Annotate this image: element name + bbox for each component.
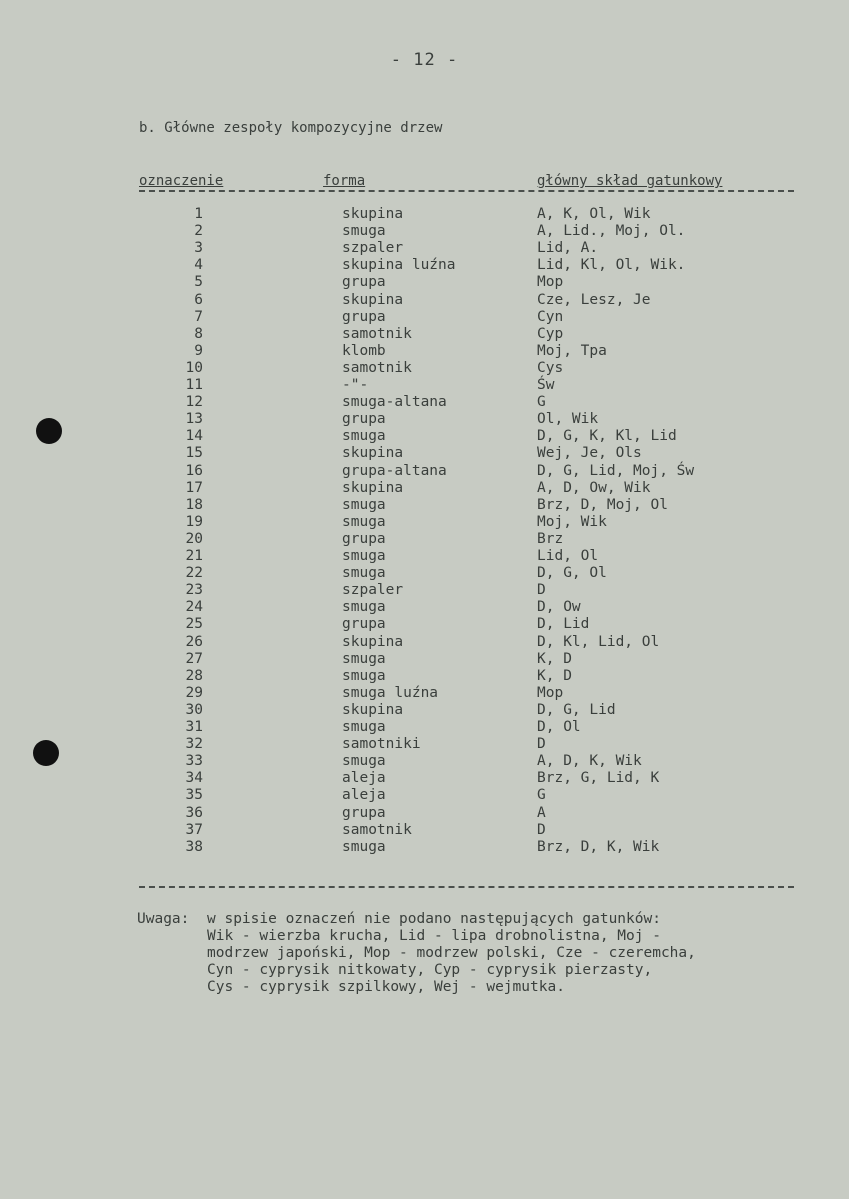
row-forma: samotnik <box>342 325 412 342</box>
row-number: 12 <box>185 394 203 411</box>
row-sklad: A, K, Ol, Wik <box>537 206 651 222</box>
row-number: 21 <box>185 548 203 564</box>
column-header-forma: forma <box>323 173 366 189</box>
row-number: 38 <box>185 838 203 855</box>
row-forma: smuga luźna <box>342 684 439 701</box>
row-sklad: A, Lid., Moj, Ol. <box>537 223 686 240</box>
table-row <box>0 497 849 514</box>
row-sklad: Cze, Lesz, Je <box>537 291 651 308</box>
row-number: 23 <box>185 582 203 599</box>
row-forma: skupina luźna <box>342 257 456 274</box>
table-row <box>0 411 849 428</box>
row-number: 9 <box>194 342 203 359</box>
row-sklad: D <box>537 821 546 838</box>
row-number: 33 <box>185 753 203 770</box>
row-forma: smuga <box>342 548 386 564</box>
row-forma: szpaler <box>342 582 404 599</box>
row-number: 13 <box>185 411 203 428</box>
row-number: 22 <box>185 565 203 582</box>
row-number: 18 <box>185 496 203 513</box>
row-forma: smuga <box>342 428 386 445</box>
row-forma: smuga <box>342 667 386 684</box>
row-number: 11 <box>185 377 203 393</box>
row-sklad: Lid, Kl, Ol, Wik. <box>537 257 686 274</box>
row-number: 25 <box>185 616 203 633</box>
row-forma: smuga <box>342 496 386 513</box>
row-forma: -"- <box>342 377 369 393</box>
table-row <box>0 805 849 822</box>
row-sklad: Brz, D, K, Wik <box>537 838 660 855</box>
note-line: w spisie oznaczeń nie podano następujących gatunków: <box>207 911 661 927</box>
row-sklad: D, G, Lid <box>537 701 616 718</box>
row-sklad: D, Lid <box>537 616 590 633</box>
table-row <box>0 309 849 326</box>
row-forma: aleja <box>342 770 386 787</box>
row-sklad: Brz <box>537 530 564 547</box>
row-forma: skupina <box>342 633 404 650</box>
row-sklad: Moj, Wik <box>537 513 607 530</box>
row-forma: smuga <box>342 838 386 855</box>
row-forma: skupina <box>342 206 404 222</box>
row-number: 24 <box>185 599 203 616</box>
row-forma: grupa-altana <box>342 462 447 479</box>
row-forma: skupina <box>342 701 404 718</box>
column-header-oznaczenie: oznaczenie <box>139 173 224 189</box>
row-sklad: Cyp <box>537 325 564 342</box>
row-sklad: A, D, K, Wik <box>537 753 642 770</box>
row-number: 27 <box>185 650 203 667</box>
note-label: Uwaga: <box>137 911 190 927</box>
note-line: Cyn - cyprysik nitkowaty, Cyp - cyprysik pierzasty, <box>207 962 653 978</box>
row-number: 30 <box>185 701 203 718</box>
row-sklad: G <box>537 394 546 411</box>
section-heading: b. Główne zespoły kompozycyjne drzew <box>139 120 443 136</box>
header-rule <box>139 190 794 192</box>
row-forma: grupa <box>342 308 386 325</box>
note-line: Cys - cyprysik szpilkowy, Wej - wejmutka. <box>207 979 565 995</box>
row-forma: aleja <box>342 787 386 804</box>
row-forma: grupa <box>342 530 386 547</box>
row-number: 37 <box>185 821 203 838</box>
row-sklad: Mop <box>537 684 564 701</box>
row-sklad: D, G, Lid, Moj, Św <box>537 462 695 479</box>
row-sklad: Ol, Wik <box>537 411 599 428</box>
table-row <box>0 565 849 582</box>
table-row <box>0 651 849 668</box>
row-number: 15 <box>185 445 203 462</box>
table-row <box>0 257 849 274</box>
table-row <box>0 463 849 480</box>
row-sklad: Cys <box>537 359 564 376</box>
row-forma: grupa <box>342 411 386 428</box>
row-forma: samotnik <box>342 821 412 838</box>
row-forma: smuga-altana <box>342 394 447 411</box>
table-row <box>0 428 849 445</box>
row-forma: smuga <box>342 513 386 530</box>
row-forma: smuga <box>342 650 386 667</box>
row-forma: skupina <box>342 291 404 308</box>
row-forma: smuga <box>342 223 386 240</box>
row-forma: grupa <box>342 804 386 821</box>
table-row <box>0 274 849 291</box>
row-sklad: D, Ol <box>537 719 581 735</box>
table-row <box>0 839 849 856</box>
page-number: - 12 - <box>390 50 459 70</box>
row-number: 36 <box>185 804 203 821</box>
row-sklad: Moj, Tpa <box>537 342 607 359</box>
punch-hole <box>36 418 62 444</box>
row-forma: grupa <box>342 616 386 633</box>
row-number: 28 <box>185 667 203 684</box>
table-row <box>0 599 849 616</box>
row-sklad: A, D, Ow, Wik <box>537 479 651 496</box>
row-number: 8 <box>194 325 203 342</box>
note-line: modrzew japoński, Mop - modrzew polski, Cze - czeremcha, <box>207 945 696 961</box>
row-number: 14 <box>185 428 203 445</box>
row-sklad: G <box>537 787 546 804</box>
row-number: 20 <box>185 530 203 547</box>
row-forma: grupa <box>342 274 386 291</box>
row-sklad: Lid, Ol <box>537 548 599 564</box>
row-number: 3 <box>194 240 203 257</box>
row-forma: skupina <box>342 479 404 496</box>
table-row <box>0 343 849 360</box>
row-forma: smuga <box>342 753 386 770</box>
row-number: 10 <box>185 359 203 376</box>
table-row <box>0 206 849 223</box>
row-sklad: D, G, Ol <box>537 565 607 582</box>
note-line: Wik - wierzba krucha, Lid - lipa drobnolistna, Moj - <box>207 928 661 944</box>
row-number: 35 <box>185 787 203 804</box>
table-row <box>0 668 849 685</box>
row-sklad: Mop <box>537 274 564 291</box>
row-number: 34 <box>185 770 203 787</box>
table-row <box>0 822 849 839</box>
table-row <box>0 326 849 343</box>
row-forma: smuga <box>342 719 386 735</box>
table-row <box>0 480 849 497</box>
row-number: 26 <box>185 633 203 650</box>
table-row <box>0 736 849 753</box>
row-number: 29 <box>185 684 203 701</box>
row-sklad: D, G, K, Kl, Lid <box>537 428 677 445</box>
row-forma: smuga <box>342 599 386 616</box>
column-header-sklad: główny skład gatunkowy <box>537 173 723 189</box>
row-forma: smuga <box>342 565 386 582</box>
row-number: 31 <box>185 719 203 735</box>
table-row <box>0 685 849 702</box>
table-row <box>0 634 849 651</box>
table-row <box>0 702 849 719</box>
row-sklad: D <box>537 582 546 599</box>
table-row <box>0 616 849 633</box>
row-sklad: D, Ow <box>537 599 581 616</box>
row-number: 32 <box>185 736 203 753</box>
table-row <box>0 240 849 257</box>
table-row <box>0 582 849 599</box>
table-row <box>0 719 849 736</box>
row-sklad: K, D <box>537 667 572 684</box>
row-sklad: D <box>537 736 546 753</box>
row-number: 6 <box>194 291 203 308</box>
row-sklad: D, Kl, Lid, Ol <box>537 633 660 650</box>
row-sklad: Wej, Je, Ols <box>537 445 642 462</box>
table-row <box>0 531 849 548</box>
table-bottom-rule <box>139 886 794 888</box>
row-number: 4 <box>194 257 203 274</box>
table-row <box>0 292 849 309</box>
table-row <box>0 787 849 804</box>
row-number: 2 <box>194 223 203 240</box>
row-sklad: Brz, G, Lid, K <box>537 770 660 787</box>
row-sklad: Cyn <box>537 308 564 325</box>
table-row <box>0 445 849 462</box>
punch-hole <box>33 740 59 766</box>
row-sklad: K, D <box>537 650 572 667</box>
table-row <box>0 377 849 394</box>
row-forma: klomb <box>342 342 386 359</box>
row-number: 19 <box>185 513 203 530</box>
row-sklad: Św <box>537 377 555 393</box>
row-number: 5 <box>194 274 203 291</box>
row-number: 1 <box>194 206 203 222</box>
table-row <box>0 360 849 377</box>
table-row <box>0 394 849 411</box>
row-sklad: Lid, A. <box>537 240 599 257</box>
table-row <box>0 770 849 787</box>
row-number: 16 <box>185 462 203 479</box>
table-row <box>0 548 849 565</box>
row-sklad: A <box>537 804 546 821</box>
table-row <box>0 514 849 531</box>
row-forma: samotnik <box>342 359 412 376</box>
row-sklad: Brz, D, Moj, Ol <box>537 496 668 513</box>
row-forma: szpaler <box>342 240 404 257</box>
table-row <box>0 223 849 240</box>
row-forma: skupina <box>342 445 404 462</box>
row-forma: samotniki <box>342 736 421 753</box>
table-row <box>0 753 849 770</box>
row-number: 7 <box>194 308 203 325</box>
row-number: 17 <box>185 479 203 496</box>
